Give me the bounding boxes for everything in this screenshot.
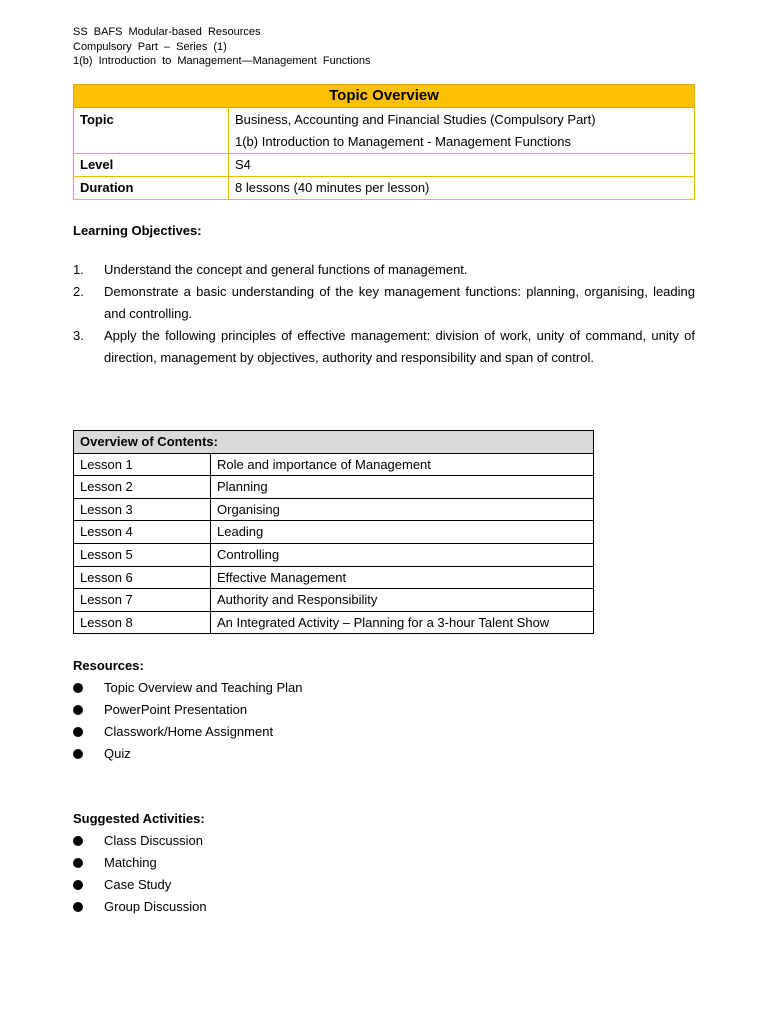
objective-text: Understand the concept and general functions of management. [104, 262, 468, 277]
document-header [73, 25, 371, 69]
table-row [74, 566, 594, 589]
bullet-icon [73, 705, 83, 715]
list-item [73, 896, 207, 918]
lesson-label: Lesson 8 [74, 611, 211, 634]
list-item [73, 699, 303, 721]
duration-value: 8 lessons (40 minutes per lesson) [229, 177, 695, 200]
resource-text: PowerPoint Presentation [104, 702, 248, 717]
list-item [73, 830, 207, 852]
activities-title: Suggested Activities: [73, 811, 205, 826]
lesson-label: Lesson 4 [74, 521, 211, 544]
objective-number: 3. [73, 328, 84, 343]
bullet-icon [73, 727, 83, 737]
lesson-topic: Effective Management [211, 566, 594, 589]
bullet-icon [73, 880, 83, 890]
lesson-label: Lesson 5 [74, 543, 211, 566]
activity-text: Case Study [104, 877, 172, 892]
header-line-1: SS BAFS Modular-based Resources [73, 26, 261, 38]
lesson-topic: Leading [211, 521, 594, 544]
objective-number: 1. [73, 262, 84, 277]
lesson-label: Lesson 7 [74, 589, 211, 612]
table-row [74, 611, 594, 634]
duration-label: Duration [74, 177, 229, 200]
lesson-topic: Planning [211, 476, 594, 499]
learning-objectives-list [73, 259, 695, 369]
table-row [74, 453, 594, 476]
objective-text: Demonstrate a basic understanding of the key management functions: planning, organising, leading and controlling. [104, 284, 695, 321]
list-item [73, 721, 303, 743]
contents-title: Overview of Contents: [74, 431, 594, 454]
bullet-icon [73, 749, 83, 759]
level-value: S4 [229, 154, 695, 177]
lesson-label: Lesson 1 [74, 453, 211, 476]
table-row [74, 476, 594, 499]
table-row [74, 498, 594, 521]
list-item [73, 874, 207, 896]
bullet-icon [73, 683, 83, 693]
topic-value-line-2: 1(b) Introduction to Management - Management Functions [235, 133, 572, 149]
objective-item [73, 281, 695, 325]
activity-text: Class Discussion [104, 833, 203, 848]
level-label: Level [74, 154, 229, 177]
bullet-icon [73, 902, 83, 912]
lesson-label: Lesson 2 [74, 476, 211, 499]
objective-number: 2. [73, 284, 84, 299]
topic-label: Topic [74, 108, 229, 154]
lesson-topic: Authority and Responsibility [211, 589, 594, 612]
lesson-label: Lesson 3 [74, 498, 211, 521]
table-row [74, 543, 594, 566]
bullet-icon [73, 836, 83, 846]
lesson-topic: Organising [211, 498, 594, 521]
objective-text: Apply the following principles of effective management: division of work, unity of command, unity of direction, management by objectives, authority and responsibility and span of control. [104, 328, 695, 365]
objective-item [73, 259, 695, 281]
table-row [74, 521, 594, 544]
resource-text: Classwork/Home Assignment [104, 724, 274, 739]
resources-title: Resources: [73, 658, 144, 673]
topic-value [229, 108, 695, 154]
objective-item [73, 325, 695, 369]
contents-table [73, 430, 594, 634]
list-item [73, 677, 303, 699]
activity-text: Matching [104, 855, 157, 870]
lesson-topic: Role and importance of Management [211, 453, 594, 476]
header-line-2: Compulsory Part – Series (1) [73, 40, 227, 53]
activity-text: Group Discussion [104, 899, 207, 914]
lesson-topic: Controlling [211, 543, 594, 566]
topic-overview-table [73, 84, 695, 200]
resource-text: Quiz [104, 746, 131, 761]
topic-overview-title: Topic Overview [74, 85, 695, 108]
bullet-icon [73, 858, 83, 868]
learning-objectives-title: Learning Objectives: [73, 223, 202, 238]
table-row [74, 589, 594, 612]
resource-text: Topic Overview and Teaching Plan [104, 680, 303, 695]
lesson-label: Lesson 6 [74, 566, 211, 589]
header-line-3: 1(b) Introduction to Management—Management Functions [73, 55, 371, 67]
list-item [73, 852, 207, 874]
activities-list [73, 830, 207, 918]
topic-value-line-1: Business, Accounting and Financial Studies (Compulsory Part) [235, 112, 596, 127]
lesson-topic: An Integrated Activity – Planning for a 3-hour Talent Show [211, 611, 594, 634]
list-item [73, 743, 303, 765]
resources-list [73, 677, 303, 765]
